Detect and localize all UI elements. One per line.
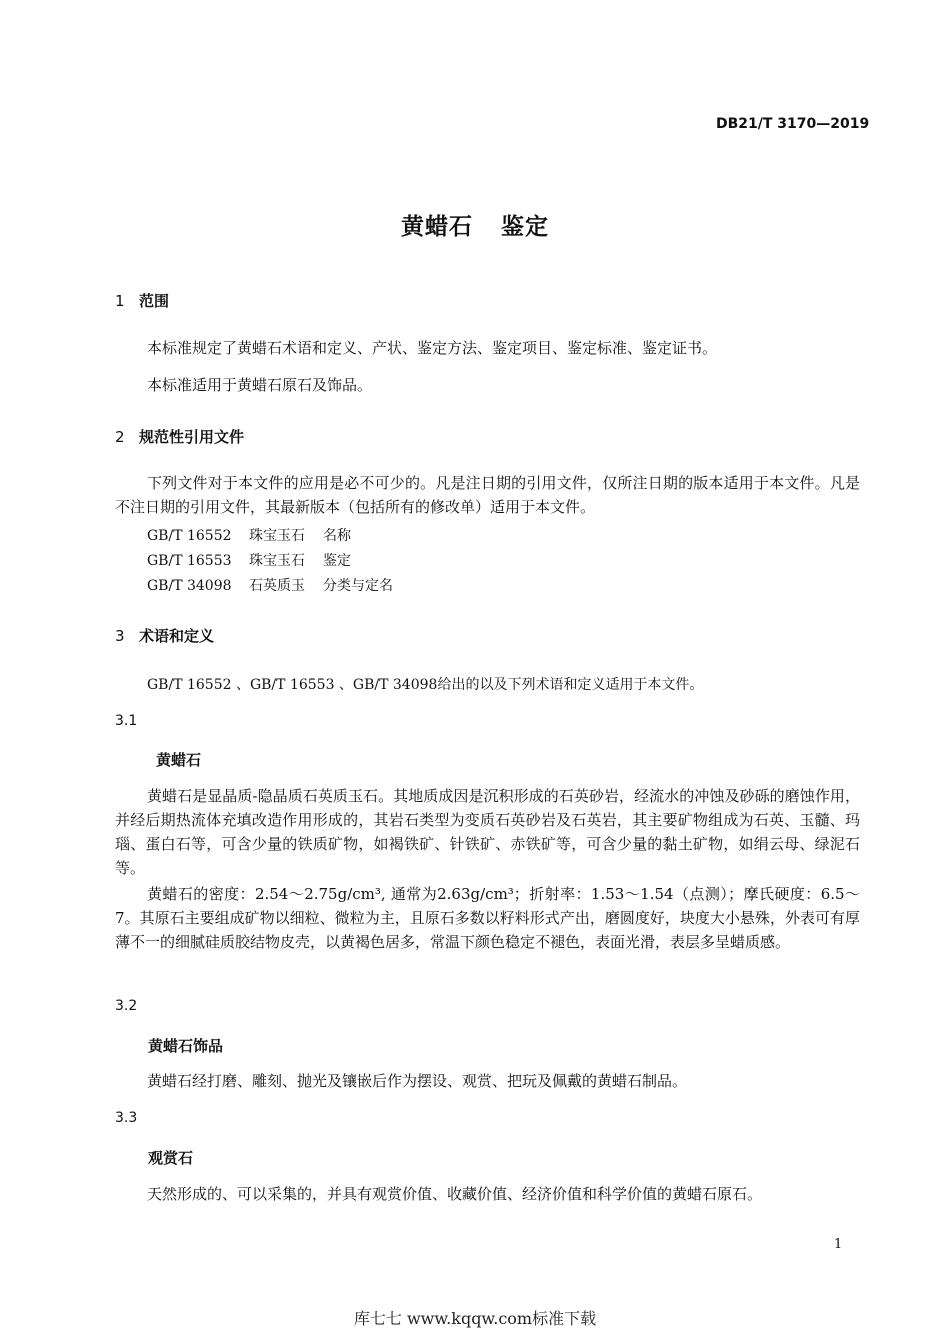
term-name: 黄蜡石 (156, 751, 202, 769)
section-title: 规范性引用文件 (139, 428, 245, 446)
title-sub: 鉴定 (501, 214, 549, 240)
document-title (0, 208, 950, 241)
scope-paragraph-1: 本标准规定了黄蜡石术语和定义、产状、鉴定方法、鉴定项目、鉴定标准、鉴定证书。 (147, 339, 718, 357)
terms-intro: GB/T 16552 、GB/T 16553 、GB/T 34098给出的以及下列术语和定义适用于本文件。 (147, 677, 704, 693)
term-note: 黄蜡石的密度：2.54～2.75g/cm³, 通常为2.63g/cm³；折射率：1.53～1.54（点测）；摩氏硬度：6.5～7。其原石主要组成矿物以细粒、微粒为主，且原石多数以籽料形式产出，磨圆度好，块度大小悬殊，外表可有厚薄不一的细腻硅质胶结物皮壳，以黄褐色居多，常温下颜色稳定不褪色，表面光滑，表层多呈蜡质感。 (115, 885, 860, 951)
term-number: 3.2 (115, 998, 138, 1014)
page-number: 1 (834, 1237, 843, 1252)
section-number: 3 (115, 627, 125, 645)
reference-code: GB/T 16553 (147, 553, 232, 569)
term-number: 3.1 (115, 713, 138, 729)
section-1-heading (115, 290, 169, 311)
reference-item (147, 525, 351, 545)
normative-refs-intro: 下列文件对于本文件的应用是必不可少的。凡是注日期的引用文件，仅所注日期的版本适用于本文件。凡是不注日期的引用文件，其最新版本（包括所有的修改单）适用于本文件。 (115, 474, 860, 516)
scope-paragraph-2: 本标准适用于黄蜡石原石及饰品。 (147, 376, 373, 394)
standard-code: DB21/T 3170—2019 (716, 116, 870, 132)
reference-item (147, 550, 351, 570)
watermark-text: 库七七 www.kqqw.com标准下载 (353, 1309, 597, 1328)
reference-title-1: 珠宝玉石 (249, 553, 305, 569)
reference-title-2: 名称 (323, 528, 351, 544)
title-main: 黄蜡石 (401, 214, 473, 240)
reference-title-2: 鉴定 (323, 553, 351, 569)
reference-title-2: 分类与定名 (323, 578, 393, 594)
term-definition: 黄蜡石是显晶质-隐晶质石英质玉石。其地质成因是沉积形成的石英砂岩，经流水的冲蚀及砂砾的磨蚀作用，并经后期热流体充填改造作用形成的，其岩石类型为变质石英砂岩及石英岩，其主要矿物组成为石英、玉髓、玛瑙、蛋白石等，可含少量的铁质矿物，如褐铁矿、针铁矿、赤铁矿等，可含少量的黏土矿物，如绢云母、绿泥石等。 (115, 787, 860, 877)
section-title: 术语和定义 (139, 627, 215, 645)
term-name: 观赏石 (148, 1149, 194, 1167)
reference-code: GB/T 16552 (147, 528, 232, 544)
term-definition: 天然形成的、可以采集的，并具有观赏价值、收藏价值、经济价值和科学价值的黄蜡石原石。 (147, 1185, 763, 1203)
term-definition: 黄蜡石经打磨、雕刻、抛光及镶嵌后作为摆设、观赏、把玩及佩戴的黄蜡石制品。 (147, 1072, 688, 1090)
term-number: 3.3 (115, 1110, 138, 1126)
section-3-heading (115, 625, 214, 646)
reference-item (147, 575, 393, 595)
reference-title-1: 珠宝玉石 (249, 528, 305, 544)
term-name: 黄蜡石饰品 (148, 1037, 224, 1055)
section-number: 2 (115, 428, 125, 446)
section-2-heading (115, 426, 244, 447)
reference-title-1: 石英质玉 (249, 578, 305, 594)
section-number: 1 (115, 292, 125, 310)
reference-code: GB/T 34098 (147, 578, 232, 594)
section-title: 范围 (139, 292, 170, 310)
